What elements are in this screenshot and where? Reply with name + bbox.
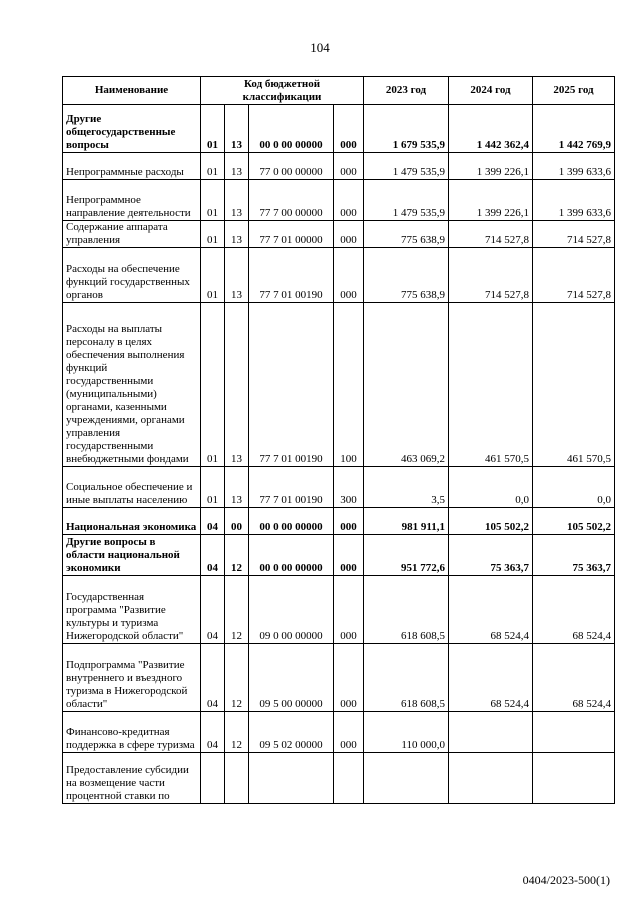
row-value-2023: 1 679 535,9	[364, 105, 449, 153]
header-2023: 2023 год	[364, 77, 449, 105]
row-value-2025: 105 502,2	[533, 508, 615, 535]
row-expense-type-code: 100	[334, 303, 364, 467]
table-row	[63, 180, 615, 221]
row-value-2024: 1 442 362,4	[449, 105, 533, 153]
row-target-code: 09 0 00 00000	[249, 576, 334, 644]
table-row	[63, 712, 615, 753]
row-expense-type-code: 000	[334, 153, 364, 180]
row-value-2025	[533, 753, 615, 804]
row-value-2023: 1 479 535,9	[364, 153, 449, 180]
row-section-code	[201, 753, 225, 804]
row-value-2023: 951 772,6	[364, 535, 449, 576]
row-value-2024	[449, 753, 533, 804]
row-value-2023: 1 479 535,9	[364, 180, 449, 221]
row-name: Предоставление субсидии на возмещение части процентной ставки по	[63, 753, 201, 804]
row-value-2024: 1 399 226,1	[449, 180, 533, 221]
header-2024: 2024 год	[449, 77, 533, 105]
row-name: Непрограммные расходы	[63, 153, 201, 180]
row-section-code: 04	[201, 576, 225, 644]
row-section-code: 04	[201, 712, 225, 753]
row-value-2025: 68 524,4	[533, 576, 615, 644]
row-value-2025: 75 363,7	[533, 535, 615, 576]
row-target-code: 77 7 01 00190	[249, 467, 334, 508]
row-value-2023: 110 000,0	[364, 712, 449, 753]
row-name: Другие вопросы в области национальной экономики	[63, 535, 201, 576]
row-expense-type-code	[334, 753, 364, 804]
table-header-row	[63, 77, 615, 105]
row-value-2024: 105 502,2	[449, 508, 533, 535]
row-target-code: 77 7 01 00190	[249, 303, 334, 467]
row-value-2024: 714 527,8	[449, 221, 533, 248]
table-row	[63, 153, 615, 180]
row-subsection-code: 13	[225, 467, 249, 508]
row-section-code: 04	[201, 644, 225, 712]
row-value-2023: 3,5	[364, 467, 449, 508]
row-value-2023: 463 069,2	[364, 303, 449, 467]
row-expense-type-code: 000	[334, 644, 364, 712]
row-target-code: 77 7 01 00190	[249, 248, 334, 303]
row-value-2024: 461 570,5	[449, 303, 533, 467]
row-subsection-code: 13	[225, 248, 249, 303]
row-value-2025: 1 399 633,6	[533, 180, 615, 221]
row-name: Государственная программа "Развитие культуры и туризма Нижегородской области"	[63, 576, 201, 644]
row-subsection-code: 00	[225, 508, 249, 535]
table-row	[63, 535, 615, 576]
row-name: Подпрограмма "Развитие внутреннего и въездного туризма в Нижегородской области"	[63, 644, 201, 712]
table-row	[63, 105, 615, 153]
row-target-code: 09 5 02 00000	[249, 712, 334, 753]
row-subsection-code: 12	[225, 576, 249, 644]
row-value-2025	[533, 712, 615, 753]
row-value-2025: 1 442 769,9	[533, 105, 615, 153]
row-expense-type-code: 000	[334, 576, 364, 644]
row-value-2024: 68 524,4	[449, 644, 533, 712]
row-section-code: 01	[201, 467, 225, 508]
row-value-2023: 618 608,5	[364, 644, 449, 712]
row-value-2024: 75 363,7	[449, 535, 533, 576]
row-value-2024: 714 527,8	[449, 248, 533, 303]
row-section-code: 01	[201, 303, 225, 467]
table-row	[63, 467, 615, 508]
row-target-code: 00 0 00 00000	[249, 105, 334, 153]
row-subsection-code: 12	[225, 535, 249, 576]
table-row	[63, 248, 615, 303]
row-target-code: 77 7 01 00000	[249, 221, 334, 248]
row-expense-type-code: 300	[334, 467, 364, 508]
header-2025: 2025 год	[533, 77, 615, 105]
row-subsection-code: 13	[225, 105, 249, 153]
table-row	[63, 753, 615, 804]
row-value-2025: 461 570,5	[533, 303, 615, 467]
row-name: Расходы на выплаты персоналу в целях обеспечения выполнения функций государственными (муниципальными) органами, казенными учреждениями, органами управления государственными внебюджетными фондами	[63, 303, 201, 467]
row-value-2024: 68 524,4	[449, 576, 533, 644]
row-subsection-code	[225, 753, 249, 804]
table-row	[63, 576, 615, 644]
row-value-2024: 1 399 226,1	[449, 153, 533, 180]
row-value-2025: 68 524,4	[533, 644, 615, 712]
row-section-code: 01	[201, 153, 225, 180]
row-expense-type-code: 000	[334, 105, 364, 153]
table-row	[63, 303, 615, 467]
row-section-code: 01	[201, 221, 225, 248]
header-name: Наименование	[63, 77, 201, 105]
row-expense-type-code: 000	[334, 248, 364, 303]
row-name: Финансово-кредитная поддержка в сфере туризма	[63, 712, 201, 753]
table-row	[63, 221, 615, 248]
header-code: Код бюджетной классификации	[201, 77, 364, 105]
row-target-code: 00 0 00 00000	[249, 508, 334, 535]
row-target-code: 00 0 00 00000	[249, 535, 334, 576]
row-expense-type-code: 000	[334, 508, 364, 535]
row-subsection-code: 13	[225, 153, 249, 180]
row-section-code: 04	[201, 508, 225, 535]
row-value-2023: 775 638,9	[364, 221, 449, 248]
row-subsection-code: 13	[225, 180, 249, 221]
row-value-2024	[449, 712, 533, 753]
row-value-2025: 714 527,8	[533, 248, 615, 303]
row-value-2023: 618 608,5	[364, 576, 449, 644]
document-code: 0404/2023-500(1)	[522, 873, 610, 887]
budget-table	[62, 76, 615, 804]
row-section-code: 04	[201, 535, 225, 576]
row-subsection-code: 13	[225, 303, 249, 467]
row-value-2025: 0,0	[533, 467, 615, 508]
row-section-code: 01	[201, 248, 225, 303]
row-section-code: 01	[201, 105, 225, 153]
row-name: Социальное обеспечение и иные выплаты населению	[63, 467, 201, 508]
row-expense-type-code: 000	[334, 180, 364, 221]
row-expense-type-code: 000	[334, 712, 364, 753]
table-row	[63, 644, 615, 712]
row-value-2023	[364, 753, 449, 804]
row-section-code: 01	[201, 180, 225, 221]
row-name: Другие общегосударственные вопросы	[63, 105, 201, 153]
row-value-2023: 981 911,1	[364, 508, 449, 535]
row-expense-type-code: 000	[334, 221, 364, 248]
row-name: Непрограммное направление деятельности	[63, 180, 201, 221]
row-subsection-code: 13	[225, 221, 249, 248]
row-value-2025: 714 527,8	[533, 221, 615, 248]
row-target-code: 77 7 00 00000	[249, 180, 334, 221]
row-subsection-code: 12	[225, 712, 249, 753]
table-row	[63, 508, 615, 535]
row-value-2024: 0,0	[449, 467, 533, 508]
row-value-2025: 1 399 633,6	[533, 153, 615, 180]
row-name: Расходы на обеспечение функций государственных органов	[63, 248, 201, 303]
row-name: Содержание аппарата управления	[63, 221, 201, 248]
page-number: 104	[310, 40, 330, 55]
row-value-2023: 775 638,9	[364, 248, 449, 303]
row-target-code: 09 5 00 00000	[249, 644, 334, 712]
row-target-code: 77 0 00 00000	[249, 153, 334, 180]
row-name: Национальная экономика	[63, 508, 201, 535]
row-target-code	[249, 753, 334, 804]
row-subsection-code: 12	[225, 644, 249, 712]
row-expense-type-code: 000	[334, 535, 364, 576]
